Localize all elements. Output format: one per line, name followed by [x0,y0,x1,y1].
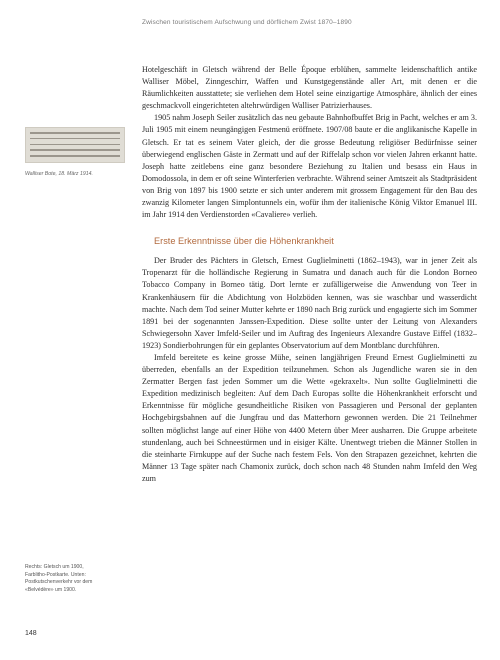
clipping-text-line [30,149,120,151]
section-heading: Erste Erkenntnisse über die Höhenkrankheit [154,236,334,247]
clipping-caption: Walliser Bote, 18. März 1914. [25,171,93,177]
paragraph: Der Bruder des Pächters in Gletsch, Ernest Guglielminetti (1862–1943), war in jener Zeit als Tropenarzt für die holländische Regierung in Sumatra und danach auch für die London Borneo Tobacco Company in Borneo tätig. Dort lernte er zufälligerweise die Anwendung von Teer in Krankenhäusern für die Abdichtung von Holzböden kennen, was sie waschbar und wasserdicht machte. Nach dem Tod seiner Mutter kehrte er 1890 nach Brig zurück und engagierte sich im Sommer 1891 bei der sogenannten Janssen-Expedition. Diese sollte unter der Leitung von Alexanders Schwiegersohn Xaver Imfeld-Seiler und im Auftrag des Ingenieurs Alexandre Gustave Eiffel (1832–1923) Sondierbohrungen für ein geplantes Observatorium auf dem Montblanc durchführen. [142,256,477,350]
clipping-text-line [30,138,120,140]
side-caption-line: Rechts: Gletsch um 1900, [25,564,84,570]
side-caption-line: «Belvédère» um 1900. [25,586,77,593]
clipping-text-line [30,132,120,134]
side-caption-line: Postkutschenverkehr vor dem [25,579,93,586]
paragraph: Imfeld bereitete es keine grosse Mühe, seinen langjährigen Freund Ernest Guglielminetti zu überreden, ebenfalls an der Expedition teilzunehmen. Schon als Jugendliche waren sie in den Zermatter Bergen fast jeden Sommer um die Wette «gekraxelt». Nun sollte Guglielminetti die Expedition medizinisch begleiten: Auf dem Dach Europas sollte die Höhenkrankheit erforscht und Erkenntnisse für mögliche gesundheitliche Risiken von Passagieren und Personal der geplanten Hochgebirgsbahnen auf die Jungfrau und das Matterhorn gewonnen werden. Die 21 Teilnehmer sollten möglichst lange auf einer Höhe von 4400 Metern über Meer ausharren. Die Gruppe arbeitete stundenlang, auch bei Schneestürmen und in eisiger Kälte. Unentwegt trieben die Männer Stollen in die steinharte Firnkuppe auf der Suche nach festem Fels. Von den Strapazen gezeichnet, kehrten die Männer 13 Tage später nach Chamonix zurück, doch schon nach 48 Stunden nahm Imfeld den Weg zum [142,352,477,483]
side-caption [25,564,125,594]
paragraph: Hotelgeschäft in Gletsch während der Belle Époque erblühen, sammelte leidenschaftlich antike Walliser Möbel, Zinngeschirr, Waffen und Kunstgegenstände aller Art, mit denen er die Räumlichkeiten ausstattete; sie verliehen dem Hotel seine einzigartige Atmosphäre, ähnlich der eines geschmackvoll eingerichteten altehrwürdigen Walliser Patrizierhauses. [142,65,477,111]
newspaper-clipping-image [25,127,125,163]
clipping-text-line [30,144,120,146]
side-caption-line: Farblitho-Postkarte. Unten: [25,571,86,578]
page-number: 148 [25,630,37,637]
paragraph: 1905 nahm Joseph Seiler zusätzlich das neu gebaute Bahnhofbuffet Brig in Pacht, welches er am 3. Juli 1905 mit einem neungängigen Festmenü eröffnete. 1907/08 baute er die anglikanische Kapelle in Gletsch. Er tat es seinem Vater gleich, der die grosse Bedeutung religiöser Bedürfnisse seiner überwiegend englischen Gäste in Zermatt und auf der Riffelalp schon vor vielen Jahren erkannt hatte. Joseph hatte zeitlebens eine ganz besondere Beziehung zu Italien und besass ein Haus in Domodossola, in dem er oft seine Winterferien verbrachte. Während seiner Amtszeit als Stadtpräsident von Brig von 1897 bis 1900 setzte er sich unter anderem mit grossem Engagement für den Bau des zwanzig Kilometer langen Simplontunnels ein, wofür ihm der italienische König Viktor Emanuel III. im Jahr 1914 den Verdienstorden «Cavaliere» verlieh. [142,113,477,220]
body-text [142,64,477,485]
running-head: Zwischen touristischem Aufschwung und dörflichem Zwist 1870–1890 [142,19,352,26]
clipping-text-line [30,155,120,157]
